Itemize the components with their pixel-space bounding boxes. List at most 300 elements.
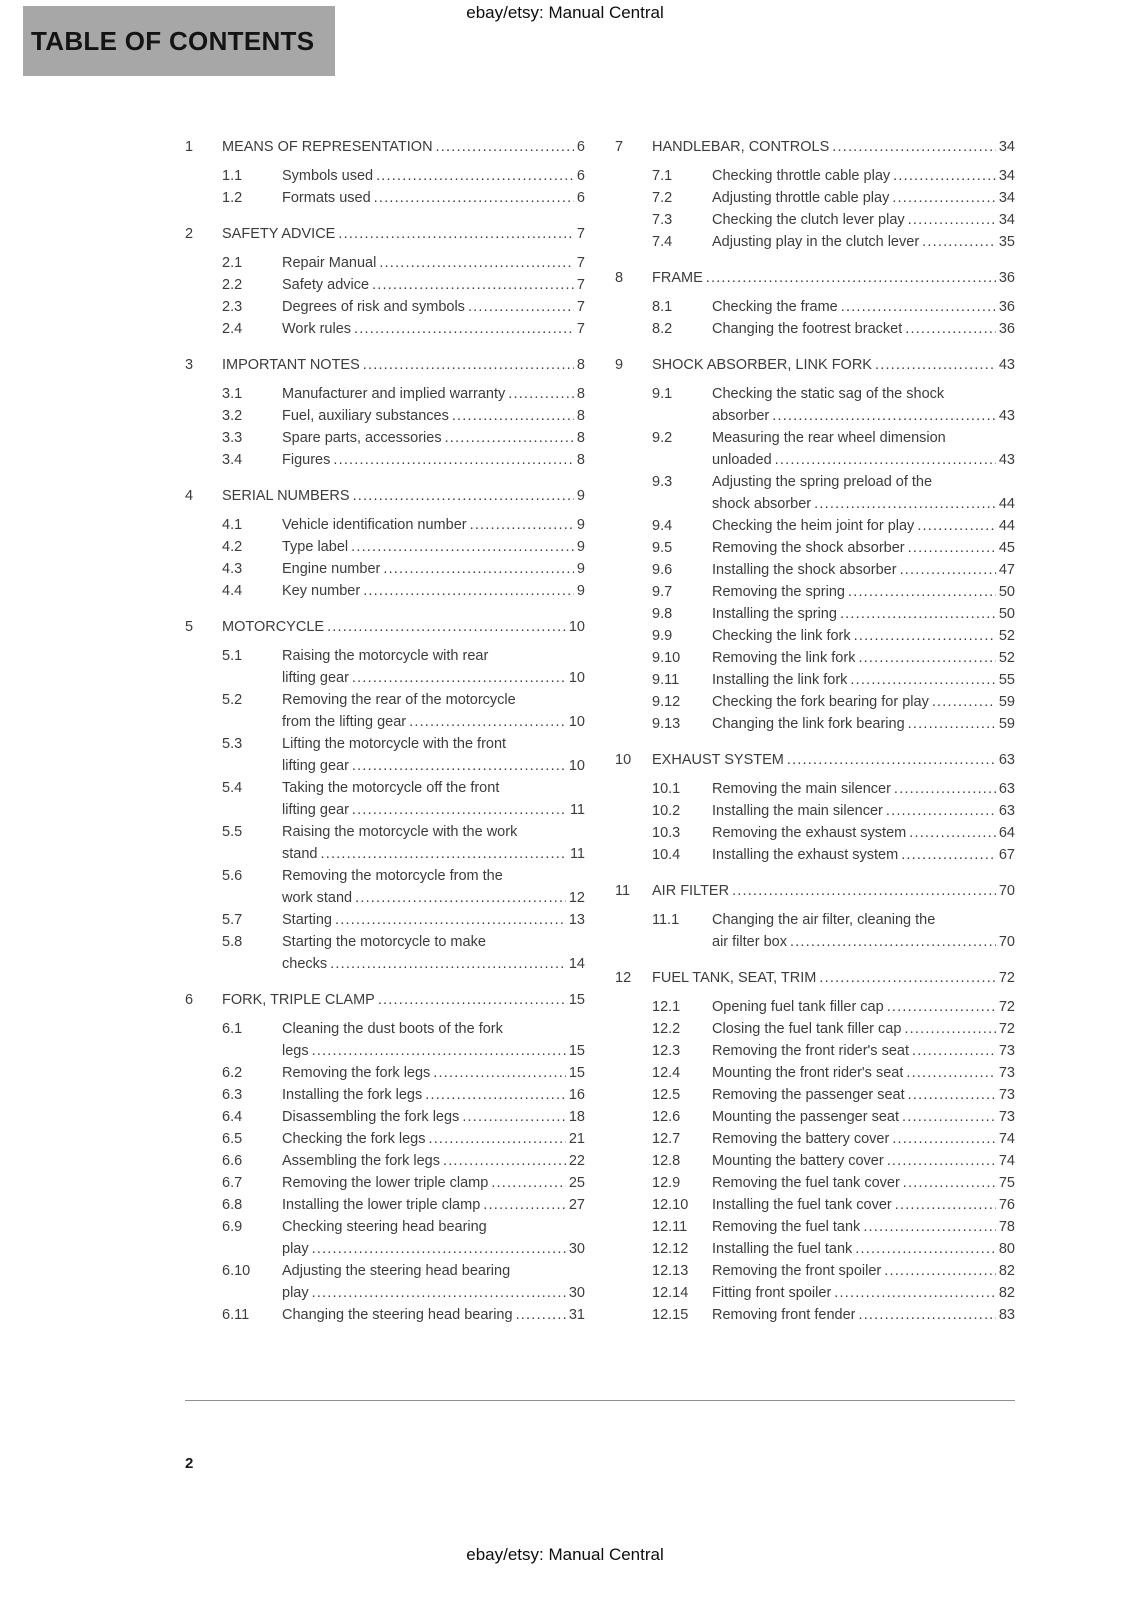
toc-entry-body [712,187,1015,209]
toc-title-line [282,383,585,405]
dot-leader [352,755,566,777]
toc-number: 6.5 [222,1131,243,1147]
toc-title: Adjusting play in the clutch lever [712,234,920,250]
toc-title: Removing the fuel tank cover [712,1175,900,1191]
toc-page-ref: 9 [576,561,585,577]
dot-leader [428,1128,565,1150]
toc-page-ref: 30 [568,1241,585,1257]
toc-number: 12.6 [652,1109,681,1125]
toc-number: 9.3 [652,474,673,490]
toc-page-ref: 59 [998,716,1015,732]
dot-leader [932,691,996,713]
toc-entry-body [282,318,585,340]
toc-entry-body [712,1040,1015,1062]
toc-title: SERIAL NUMBERS [222,488,350,504]
toc-entry-body [712,383,1015,427]
toc-title-line: Cleaning the dust boots of the fork [282,1021,503,1037]
toc-section-row [615,749,1015,771]
toc-entry-row [615,581,1015,603]
toc-page-ref: 6 [576,190,585,206]
toc-title-line [282,1172,585,1194]
toc-entry-body [712,822,1015,844]
toc-number: 12.4 [652,1065,681,1081]
dot-leader [908,1084,996,1106]
toc-section [185,354,585,471]
toc-page-ref: 10 [568,714,585,730]
toc-page-ref: 15 [568,1043,585,1059]
toc-title: Manufacturer and implied warranty [282,386,506,402]
toc-title: Vehicle identification number [282,517,467,533]
toc-title-line [712,931,1015,953]
toc-title-line [282,580,585,602]
toc-title-line [282,514,585,536]
dot-leader [376,165,574,187]
toc-title-line [282,1150,585,1172]
toc-title: Installing the exhaust system [712,847,899,863]
dot-leader [908,537,996,559]
toc-title-line [282,711,585,733]
toc-number: 4.3 [222,561,243,577]
toc-entry-row [185,1084,585,1106]
dot-leader [922,231,996,253]
toc-number: 2.4 [222,321,243,337]
table-of-contents [185,136,1015,1326]
dot-leader [353,485,574,507]
toc-page-ref: 43 [998,408,1015,424]
toc-title: Changing the footrest bracket [712,321,903,337]
toc-entry-row [615,800,1015,822]
toc-section-row [185,485,585,507]
toc-title-line [222,136,585,158]
toc-number: 1.1 [222,168,243,184]
dot-leader [352,799,567,821]
toc-title-line [712,669,1015,691]
dot-leader [330,953,566,975]
toc-title-line [712,625,1015,647]
dot-leader [462,1106,566,1128]
toc-number: 9.6 [652,562,673,578]
toc-title-line [222,223,585,245]
toc-entry-body [282,514,585,536]
toc-title-line [652,267,1015,289]
toc-title-line [652,749,1015,771]
dot-leader [333,449,574,471]
toc-title-line [712,165,1015,187]
toc-number: 12.12 [652,1241,689,1257]
toc-entry-body [712,800,1015,822]
toc-number: 5.2 [222,692,243,708]
toc-title-line [712,844,1015,866]
toc-number: 6.9 [222,1219,243,1235]
toc-title: play [282,1285,309,1301]
toc-entry-row [185,821,585,865]
dot-leader [903,1172,996,1194]
toc-title: Symbols used [282,168,374,184]
toc-number: 10.3 [652,825,681,841]
toc-page-ref: 34 [998,139,1015,155]
dot-leader [425,1084,566,1106]
toc-page-ref: 15 [568,992,585,1008]
toc-page-ref: 70 [998,934,1015,950]
watermark-top: ebay/etsy: Manual Central [466,3,664,22]
dot-leader [832,136,996,158]
toc-entry-body [282,821,585,865]
toc-entry-body [282,1018,585,1062]
toc-number: 6.11 [222,1307,250,1323]
toc-entry-body [712,713,1015,735]
toc-entry-row [615,1282,1015,1304]
toc-title-line [712,559,1015,581]
toc-title: SAFETY ADVICE [222,226,336,242]
toc-entry-body [652,967,1015,989]
dot-leader [706,267,996,289]
toc-number: 6.6 [222,1153,243,1169]
toc-title-line: Raising the motorcycle with the work [282,824,518,840]
dot-leader [875,354,996,376]
toc-number: 7.1 [652,168,673,184]
toc-number: 9.2 [652,430,673,446]
toc-number: 6.8 [222,1197,243,1213]
toc-number: 12.5 [652,1087,681,1103]
toc-title: AIR FILTER [652,883,730,899]
toc-title: HANDLEBAR, CONTROLS [652,139,830,155]
toc-entry-row [615,209,1015,231]
dot-leader [834,1282,996,1304]
toc-section-row [185,354,585,376]
toc-title-line [282,427,585,449]
toc-number: 12.1 [652,999,681,1015]
toc-entry-row [185,405,585,427]
dot-leader [516,1304,566,1326]
toc-entry-body [282,1128,585,1150]
toc-page-ref: 15 [568,1065,585,1081]
toc-entry-body [712,1128,1015,1150]
toc-title: Engine number [282,561,381,577]
toc-entry-row [615,383,1015,427]
toc-title-line [712,581,1015,603]
toc-page-ref: 8 [576,430,585,446]
toc-number: 3.4 [222,452,243,468]
toc-title: Work rules [282,321,352,337]
toc-page-ref: 7 [576,321,585,337]
toc-number: 9.5 [652,540,673,556]
toc-title: Removing the exhaust system [712,825,907,841]
toc-title: Fitting front spoiler [712,1285,832,1301]
toc-title-line [282,405,585,427]
toc-title: lifting gear [282,758,349,774]
toc-page-ref: 11 [569,802,585,818]
toc-entry-body [282,252,585,274]
toc-entry-row [185,1128,585,1150]
toc-page-ref: 72 [998,1021,1015,1037]
toc-number: 12.11 [652,1219,688,1235]
toc-page-ref: 63 [998,803,1015,819]
toc-page-ref: 82 [998,1263,1015,1279]
toc-entry-body [282,733,585,777]
toc-title-line [712,318,1015,340]
dot-leader [351,536,574,558]
toc-entry-body [712,669,1015,691]
toc-title: Checking the heim joint for play [712,518,915,534]
toc-entry-row [615,1260,1015,1282]
toc-entry-body [222,616,585,638]
toc-title: lifting gear [282,802,349,818]
dot-leader [848,581,996,603]
dot-leader [905,318,996,340]
footer-divider [185,1400,1015,1401]
dot-leader [436,136,574,158]
toc-title: Removing the main silencer [712,781,891,797]
toc-entry-body [652,136,1015,158]
toc-entry-body [712,1084,1015,1106]
toc-title-line [282,1040,585,1062]
dot-leader [902,1106,996,1128]
toc-entry-row [615,1194,1015,1216]
toc-title: Changing the steering head bearing [282,1307,513,1323]
toc-entry-body [282,1172,585,1194]
toc-number: 6.1 [222,1021,243,1037]
toc-title-line: Removing the motorcycle from the [282,868,503,884]
toc-number: 12.13 [652,1263,689,1279]
toc-title: Removing the spring [712,584,845,600]
toc-entry-row [615,844,1015,866]
toc-page-ref: 8 [576,386,585,402]
toc-title-line [282,274,585,296]
dot-leader [775,449,996,471]
toc-entry-row [185,580,585,602]
toc-page-ref: 7 [576,226,585,242]
toc-title: IMPORTANT NOTES [222,357,360,373]
dot-leader [904,1018,995,1040]
toc-page-ref: 73 [998,1043,1015,1059]
toc-title-line [282,296,585,318]
toc-entry-row [615,909,1015,953]
toc-section [615,354,1015,735]
toc-section-row [185,989,585,1011]
toc-entry-row [185,1260,585,1304]
toc-number: 9.4 [652,518,673,534]
toc-page-ref: 34 [998,212,1015,228]
toc-title: Degrees of risk and symbols [282,299,465,315]
toc-title-line [282,843,585,865]
toc-page-ref: 63 [998,752,1015,768]
toc-number: 6.10 [222,1263,251,1279]
toc-title: lifting gear [282,670,349,686]
toc-entry-row [185,514,585,536]
dot-leader [433,1062,566,1084]
toc-title-line: Checking steering head bearing [282,1219,487,1235]
dot-leader [858,647,995,669]
toc-entry-body [712,996,1015,1018]
dot-leader [320,843,566,865]
toc-title-line [222,354,585,376]
dot-leader [491,1172,566,1194]
toc-entry-row [615,647,1015,669]
toc-number: 8.1 [652,299,673,315]
dot-leader [912,1040,996,1062]
dot-leader [452,405,574,427]
toc-entry-body [652,880,1015,902]
toc-number: 3.2 [222,408,243,424]
toc-title-line [712,1282,1015,1304]
toc-title: Installing the main silencer [712,803,883,819]
toc-entry-row [615,1150,1015,1172]
toc-entry-body [712,1194,1015,1216]
toc-entry-row [615,187,1015,209]
dot-leader [850,669,995,691]
toc-entry-body [712,647,1015,669]
toc-page-ref: 72 [998,999,1015,1015]
toc-section-row [615,267,1015,289]
toc-entry-body [282,909,585,931]
toc-entry-row [615,1172,1015,1194]
toc-page-ref: 8 [576,357,585,373]
toc-number: 10.4 [652,847,681,863]
dot-leader [468,296,574,318]
toc-title-line [712,1194,1015,1216]
toc-title: Key number [282,583,361,599]
toc-entry-row [615,713,1015,735]
toc-entry-row [615,1084,1015,1106]
toc-title: Mounting the front rider's seat [712,1065,904,1081]
toc-title-line [282,887,585,909]
toc-entry-body [282,1150,585,1172]
dot-leader [338,223,574,245]
toc-title-line [712,713,1015,735]
toc-page-ref: 82 [998,1285,1015,1301]
toc-title-line: Lifting the motorcycle with the front [282,736,507,752]
toc-number: 5.5 [222,824,243,840]
toc-title-line: Measuring the rear wheel dimension [712,430,946,446]
toc-title-line [282,558,585,580]
toc-section-row [185,616,585,638]
dot-leader [352,667,566,689]
toc-entry-body [712,1062,1015,1084]
toc-title-line [222,989,585,1011]
toc-number: 5.3 [222,736,243,752]
toc-title: Safety advice [282,277,370,293]
toc-title-line [712,449,1015,471]
toc-entry-row [185,1018,585,1062]
toc-title-line [652,880,1015,902]
toc-page-ref: 16 [568,1087,585,1103]
toc-section-row [615,354,1015,376]
toc-entry-body [712,427,1015,471]
toc-entry-body [712,909,1015,953]
toc-entry-body [712,1106,1015,1128]
toc-title-line [222,616,585,638]
toc-title: Removing the link fork [712,650,856,666]
toc-entry-body [712,537,1015,559]
toc-title-line: Changing the air filter, cleaning the [712,912,936,928]
toc-number: 9.12 [652,694,681,710]
toc-title: Installing the fork legs [282,1087,423,1103]
toc-section [615,880,1015,953]
toc-title-line [712,1084,1015,1106]
toc-number: 1.2 [222,190,243,206]
toc-entry-body [712,1172,1015,1194]
dot-leader [772,405,996,427]
dot-leader [383,558,574,580]
dot-leader [892,1128,996,1150]
toc-title: stand [282,846,318,862]
toc-entry-body [712,1304,1015,1326]
toc-title-line [712,1018,1015,1040]
toc-entry-row [185,777,585,821]
toc-title: Removing the lower triple clamp [282,1175,489,1191]
dot-leader [443,1150,566,1172]
toc-title-line [282,1084,585,1106]
toc-entry-row [185,427,585,449]
toc-number: 10.1 [652,781,681,797]
dot-leader [363,354,574,376]
toc-number: 2.2 [222,277,243,293]
toc-entry-body [282,689,585,733]
toc-entry-body [282,405,585,427]
toc-number: 3 [185,357,194,373]
toc-title-line: Adjusting the spring preload of the [712,474,933,490]
toc-entry-row [185,296,585,318]
toc-entry-body [712,1238,1015,1260]
toc-title: Mounting the passenger seat [712,1109,900,1125]
dot-leader [732,880,996,902]
toc-entry-body [282,1106,585,1128]
toc-entry-row [615,996,1015,1018]
toc-title-line [712,493,1015,515]
toc-page-ref: 44 [998,496,1015,512]
toc-page-ref: 52 [998,628,1015,644]
toc-title-line [712,1260,1015,1282]
toc-number: 12.10 [652,1197,689,1213]
toc-entry-body [712,691,1015,713]
toc-number: 9.8 [652,606,673,622]
toc-number: 6.2 [222,1065,243,1081]
toc-page-ref: 13 [568,912,585,928]
toc-entry-row [185,1150,585,1172]
toc-entry-row [185,449,585,471]
toc-entry-body [712,1260,1015,1282]
toc-page-ref: 73 [998,1065,1015,1081]
toc-title-line [282,1106,585,1128]
toc-section [615,749,1015,866]
toc-title-line [712,996,1015,1018]
toc-entry-body [712,1018,1015,1040]
toc-title: MOTORCYCLE [222,619,325,635]
toc-entry-row [615,1018,1015,1040]
toc-page-ref: 70 [998,883,1015,899]
toc-page-ref: 36 [998,321,1015,337]
toc-title: Removing the front spoiler [712,1263,882,1279]
toc-number: 10.2 [652,803,681,819]
toc-title-line [282,755,585,777]
toc-number: 6.7 [222,1175,243,1191]
toc-entry-row [185,165,585,187]
toc-title-line [282,1062,585,1084]
toc-entry-row [185,1216,585,1260]
toc-entry-body [222,354,585,376]
toc-entry-body [222,136,585,158]
toc-number: 8 [615,270,624,286]
toc-title-line [652,136,1015,158]
toc-title-line [712,1216,1015,1238]
toc-entry-body [282,580,585,602]
dot-leader [884,1260,996,1282]
toc-entry-row [615,231,1015,253]
toc-number: 12.3 [652,1043,681,1059]
toc-entry-body [222,223,585,245]
toc-entry-body [282,274,585,296]
toc-title: FRAME [652,270,703,286]
